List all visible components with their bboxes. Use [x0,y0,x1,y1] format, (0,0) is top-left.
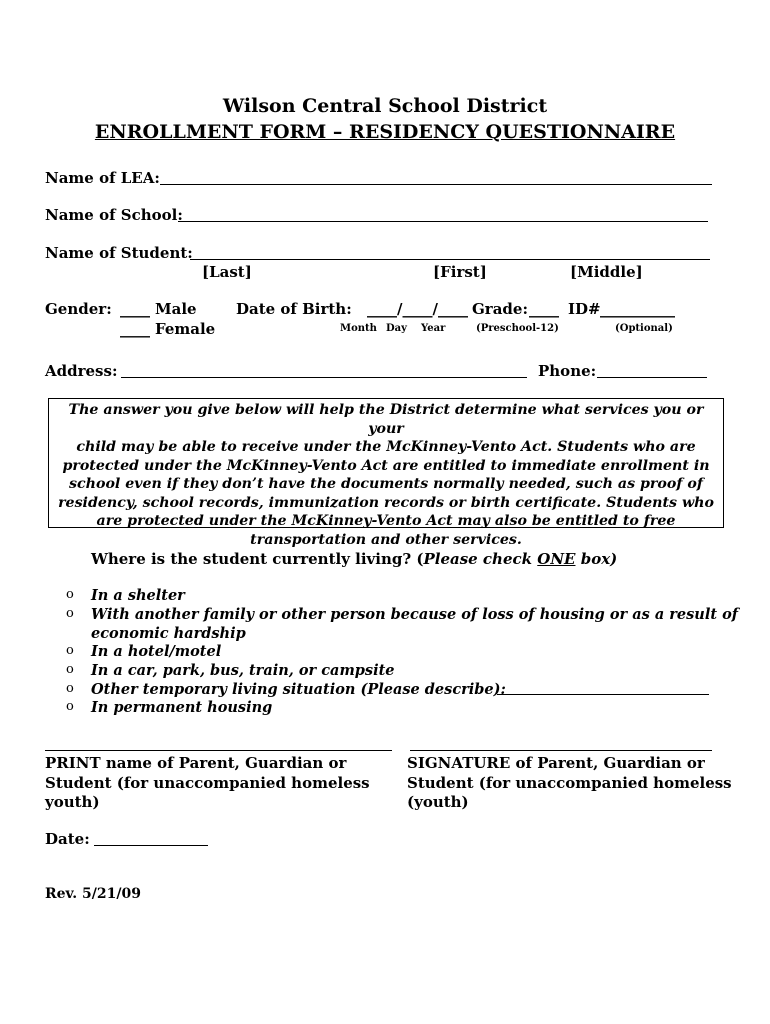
notice-line: school even if they don’t have the documents normally needed, such as proof of [69,476,703,492]
question-instruction-emphasis: ONE [537,550,576,568]
checkbox-circle-icon[interactable]: o [66,606,74,621]
date-label: Date: [45,830,90,848]
notice-line: The answer you give below will help the District determine what services you or your [68,402,704,437]
lea-input-line[interactable] [160,184,712,185]
print-caption-line: PRINT name of Parent, Guardian or [45,754,347,772]
grade-input[interactable]: ____ [529,300,559,318]
dob-input[interactable]: ____/____/____ [367,300,468,318]
address-input-line[interactable] [121,377,527,378]
option-label: In a car, park, bus, train, or campsite [91,662,395,679]
day-hint: Day [386,323,407,334]
question-instruction-end: box) [575,550,618,568]
grade-hint: (Preschool-12) [476,323,559,334]
male-label: Male [155,300,197,318]
checkbox-circle-icon[interactable]: o [66,699,74,714]
middle-name-label: [Middle] [570,263,643,281]
notice-line: child may be able to receive under the McKinney-Vento Act. Students who are [76,439,696,455]
question-text: Where is the student currently living? ( [91,550,424,568]
first-name-label: [First] [433,263,487,281]
student-label: Name of Student: [45,244,193,262]
female-blank[interactable]: ____ [120,320,150,338]
gender-label: Gender: [45,300,112,318]
dob-label: Date of Birth: [236,300,352,318]
mckinney-vento-notice [48,398,724,548]
phone-input-line[interactable] [597,377,707,378]
other-describe-line[interactable] [497,694,709,695]
print-name-line[interactable] [45,750,392,751]
date-input-line[interactable] [94,845,208,846]
checkbox-circle-icon[interactable]: o [66,643,74,658]
notice-line: are protected under the McKinney-Vento Act may also be entitled to free [96,513,676,529]
option-label-continued: economic hardship [91,625,246,642]
print-caption-line: Student (for unaccompanied homeless [45,773,370,792]
id-input[interactable]: __________ [600,300,675,318]
notice-line: residency, school records, immunization records or birth certificate. Students who [58,494,714,511]
male-blank[interactable]: ____ [120,300,150,318]
signature-line[interactable] [410,750,712,751]
lea-label: Name of LEA: [45,169,160,187]
signature-caption [407,754,732,813]
option-label: With another family or other person because of loss of housing or as a result of [91,606,738,623]
option-label: In a shelter [91,587,185,604]
id-label: ID# [568,300,601,318]
living-question [91,550,617,568]
phone-label: Phone: [538,362,597,380]
grade-label: Grade: [472,300,529,318]
id-hint: (Optional) [615,323,673,334]
option-label: Other temporary living situation (Please describe): [91,681,506,698]
form-title: ENROLLMENT FORM – RESIDENCY QUESTIONNAIRE [94,121,676,143]
year-hint: Year [421,323,446,334]
sign-caption-line: Student (for unaccompanied homeless [407,773,732,792]
notice-line: transportation and other services. [250,531,522,548]
option-label: In permanent housing [91,699,273,716]
checkbox-circle-icon[interactable]: o [66,662,74,677]
notice-line: protected under the McKinney-Vento Act are entitled to immediate enrollment in [62,457,710,474]
district-name: Wilson Central School District [222,95,548,117]
print-caption-line: youth) [45,793,100,811]
school-input-line[interactable] [178,221,708,222]
sign-caption-line: (youth) [407,793,469,811]
female-label: Female [155,320,216,338]
question-instruction: Please check [423,550,538,568]
address-label: Address: [45,362,118,380]
option-label: In a hotel/motel [91,643,222,660]
last-name-label: [Last] [202,263,252,281]
student-input-line[interactable] [190,259,710,260]
checkbox-circle-icon[interactable]: o [66,681,74,696]
revision-date: Rev. 5/21/09 [45,886,141,902]
print-name-caption [45,754,370,813]
school-label: Name of School: [45,206,183,224]
month-hint: Month [340,323,377,334]
sign-caption-line: SIGNATURE of Parent, Guardian or [407,754,705,772]
checkbox-circle-icon[interactable]: o [66,587,74,602]
